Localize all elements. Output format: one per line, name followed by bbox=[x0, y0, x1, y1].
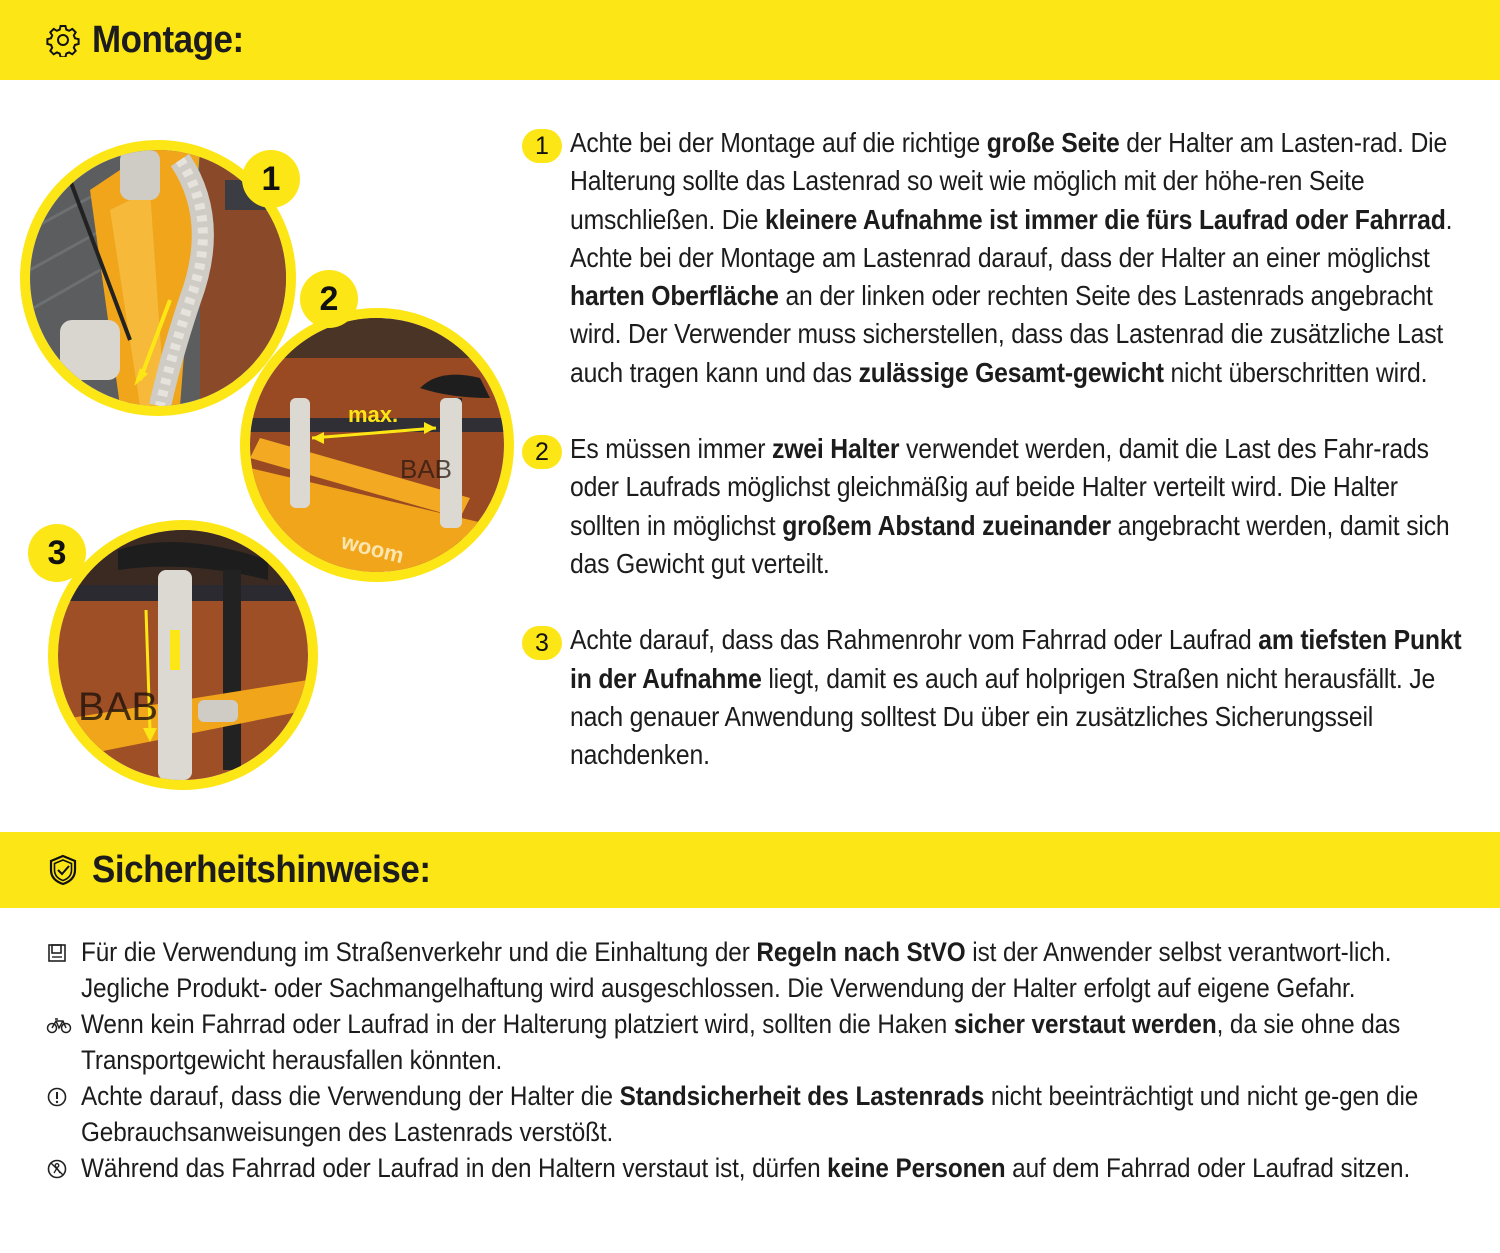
emphasis-text: keine Personen bbox=[827, 1153, 1006, 1183]
photo-badge-2: 2 bbox=[300, 270, 358, 328]
box-label-3: BAB bbox=[78, 685, 159, 729]
body-text: liegt, damit es auch auf holprigen Straßen nicht herausfällt. Je nach genauer Anwendung solltest Du über ein zusätzliches Sicherungsseil nachdenken. bbox=[570, 662, 1436, 771]
step-number-3: 3 bbox=[522, 626, 562, 660]
safety-title: Sicherheitshinweise: bbox=[92, 848, 431, 891]
safety-note-text-4 bbox=[81, 1150, 1485, 1186]
step-text-2 bbox=[570, 430, 1470, 583]
safety-note-text-2 bbox=[81, 1006, 1485, 1078]
body-text: angebracht werden, damit sich das Gewicht gut verteilt. bbox=[570, 509, 1450, 579]
bicycle-icon bbox=[46, 1014, 72, 1036]
safety-note-2 bbox=[46, 1006, 1466, 1078]
frame-label: woom bbox=[338, 528, 407, 569]
body-text: auf dem Fahrrad oder Laufrad sitzen. bbox=[1005, 1153, 1411, 1183]
photo-step-3 bbox=[48, 520, 318, 790]
emphasis-text: am tiefsten Punkt in der Aufnahme bbox=[570, 624, 1462, 694]
photo-step-2 bbox=[240, 308, 514, 582]
step-text-3 bbox=[570, 621, 1470, 774]
body-text: ist der Anwender selbst verantwort-lich. Jegliche Produkt- oder Sachmangelhaftung wird ausgeschlossen. Die Verwendung der Halter erfolgt auf eigene Gefahr. bbox=[81, 937, 1392, 1003]
emphasis-text: große Seite bbox=[986, 127, 1120, 158]
step-text-1 bbox=[570, 124, 1470, 392]
box-label-2: BAB bbox=[400, 454, 453, 484]
emphasis-text: zwei Halter bbox=[772, 433, 900, 465]
emphasis-text: Standsicherheit des Lastenrads bbox=[619, 1081, 985, 1111]
emphasis-text: zulässige Gesamt-gewicht bbox=[858, 356, 1164, 388]
photo-badge-3: 3 bbox=[28, 524, 86, 582]
emphasis-text: sicher verstaut werden bbox=[953, 1009, 1217, 1039]
body-text: an der linken oder rechten Seite des Lastenrads angebracht wird. Der Verwender muss sicherstellen, dass das Lastenrad die zusätzliche Last auch tragen kann und das bbox=[570, 280, 1444, 388]
max-label: max. bbox=[348, 402, 399, 427]
safety-note-3 bbox=[46, 1078, 1466, 1150]
body-text: Wenn kein Fahrrad oder Laufrad in der Halterung platziert wird, sollten die Haken bbox=[81, 1009, 954, 1039]
safety-header bbox=[0, 832, 1500, 908]
body-text: Achte darauf, dass die Verwendung der Halter die bbox=[81, 1081, 620, 1111]
body-text: Es müssen immer bbox=[570, 433, 773, 465]
safety-note-text-3 bbox=[81, 1078, 1485, 1150]
emphasis-text: kleinere Aufnahme ist immer die fürs Laufrad oder Fahrrad bbox=[765, 203, 1446, 235]
emphasis-text: harten Oberfläche bbox=[570, 280, 779, 312]
body-text: verwendet werden, damit die Last des Fahr-rads oder Laufrads möglichst gleichmäßig auf beide Halter verteilt wird. Die Halter sollten in möglichst bbox=[570, 433, 1429, 541]
photo-badge-1: 1 bbox=[242, 150, 300, 208]
warning-icon bbox=[46, 1086, 68, 1108]
safety-note-text-1 bbox=[81, 934, 1485, 1006]
step-number-2: 2 bbox=[522, 435, 562, 469]
shield-icon bbox=[46, 853, 80, 887]
book-icon bbox=[46, 942, 68, 964]
body-text: , da sie ohne das Transportgewicht herausfallen könnten. bbox=[81, 1009, 1401, 1075]
montage-title: Montage: bbox=[92, 18, 244, 61]
body-text: Für die Verwendung im Straßenverkehr und die Einhaltung der bbox=[81, 937, 757, 967]
body-text: Während das Fahrrad oder Laufrad in den Haltern verstaut ist, dürfen bbox=[81, 1153, 828, 1183]
safety-notes bbox=[46, 934, 1466, 1186]
emphasis-text: großem Abstand zueinander bbox=[782, 509, 1111, 541]
safety-note-4 bbox=[46, 1150, 1466, 1186]
step-3 bbox=[520, 621, 1470, 774]
montage-header bbox=[0, 0, 1500, 80]
body-text: der Halter am Lasten-rad. Die Halterung sollte das Lastenrad so weit wie möglich mit der höhe-ren Seite umschließen. Die bbox=[570, 127, 1448, 235]
body-text: Achte bei der Montage auf die richtige bbox=[570, 127, 987, 158]
step-1 bbox=[520, 124, 1470, 392]
emphasis-text: Regeln nach StVO bbox=[756, 937, 966, 967]
mounting-photos bbox=[0, 80, 520, 832]
step-number-1: 1 bbox=[522, 129, 562, 163]
body-text: . Achte bei der Montage am Lastenrad darauf, dass der Halter an einer möglichst bbox=[570, 203, 1453, 273]
body-text: Achte darauf, dass das Rahmenrohr vom Fahrrad oder Laufrad bbox=[570, 624, 1259, 656]
safety-note-1 bbox=[46, 934, 1466, 1006]
step-2 bbox=[520, 430, 1470, 583]
body-text: nicht beeinträchtigt und nicht ge-gen die Gebrauchsanweisungen des Lastenrads verstößt. bbox=[81, 1081, 1419, 1147]
body-text: nicht überschritten wird. bbox=[1163, 356, 1428, 388]
montage-steps bbox=[520, 124, 1470, 812]
no-persons-icon bbox=[46, 1158, 68, 1180]
gear-icon bbox=[46, 23, 80, 57]
